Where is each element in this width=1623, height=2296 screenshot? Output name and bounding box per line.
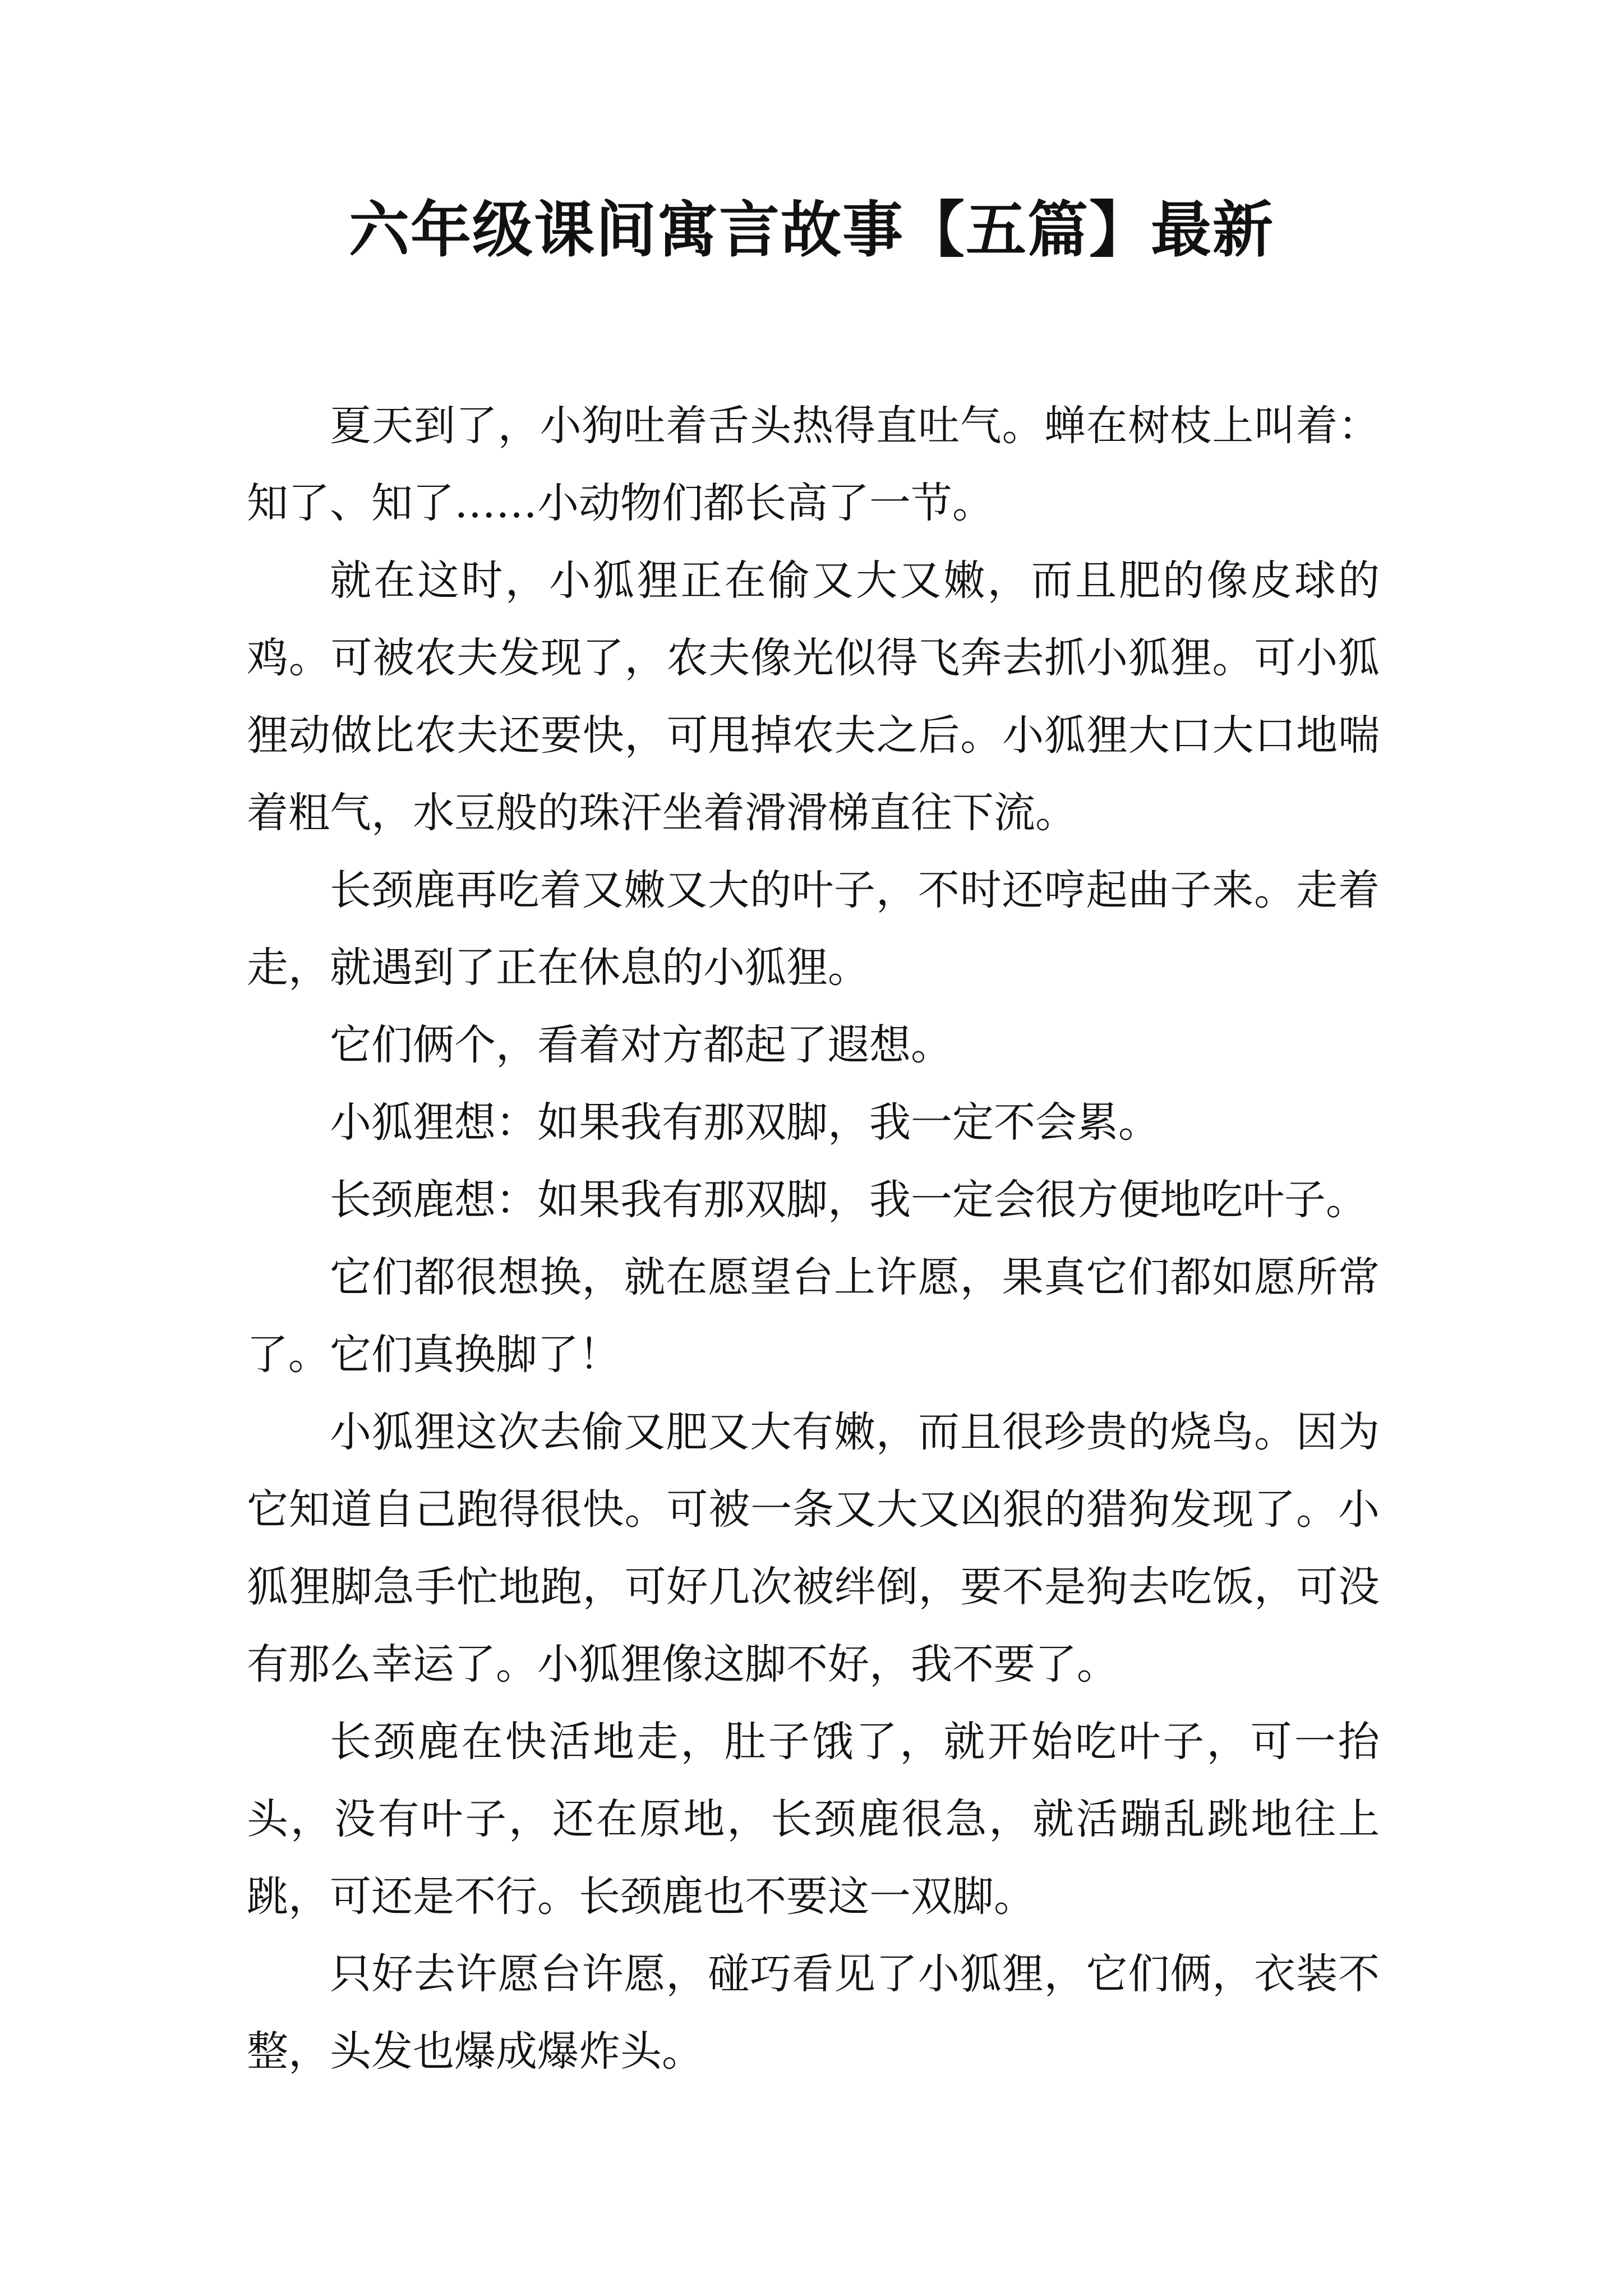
document-body bbox=[247, 387, 1380, 2090]
paragraph: 就在这时，小狐狸正在偷又大又嫩，而且肥的像皮球的鸡。可被农夫发现了，农夫像光似得飞奔去抓小狐狸。可小狐狸动做比农夫还要快，可甩掉农夫之后。小狐狸大口大口地喘着粗气，水豆般的珠汗坐着滑滑梯直往下流。 bbox=[247, 556, 1380, 837]
paragraph: 小狐狸想：如果我有那双脚，我一定不会累。 bbox=[330, 1098, 1160, 1147]
paragraph: 它们都很想换，就在愿望台上许愿，果真它们都如愿所常了。它们真换脚了！ bbox=[247, 1253, 1380, 1379]
paragraph: 长颈鹿再吃着又嫩又大的叶子，不时还哼起曲子来。走着走，就遇到了正在休息的小狐狸。 bbox=[247, 866, 1380, 992]
paragraph: 长颈鹿在快活地走，肚子饿了，就开始吃叶子，可一抬头，没有叶子，还在原地，长颈鹿很急，就活蹦乱跳地往上跳，可还是不行。长颈鹿也不要这一双脚。 bbox=[247, 1718, 1380, 1921]
paragraph: 小狐狸这次去偷又肥又大有嫩，而且很珍贵的烧鸟。因为它知道自己跑得很快。可被一条又大又凶狠的猎狗发现了。小狐狸脚急手忙地跑，可好几次被绊倒，要不是狗去吃饭，可没有那么幸运了。小狐狸像这脚不好，我不要了。 bbox=[247, 1408, 1380, 1688]
paragraph: 长颈鹿想：如果我有那双脚，我一定会很方便地吃叶子。 bbox=[330, 1176, 1367, 1224]
document-title: 六年级课间寓言故事【五篇】最新 bbox=[348, 195, 1274, 265]
paragraph: 它们俩个，看着对方都起了遐想。 bbox=[330, 1021, 952, 1069]
paragraph: 夏天到了，小狗吐着舌头热得直吐气。蝉在树枝上叫着：知了、知了……小动物们都长高了一节。 bbox=[247, 402, 1380, 527]
paragraph: 只好去许愿台许愿，碰巧看见了小狐狸，它们俩，衣装不整，头发也爆成爆炸头。 bbox=[247, 1950, 1380, 2076]
